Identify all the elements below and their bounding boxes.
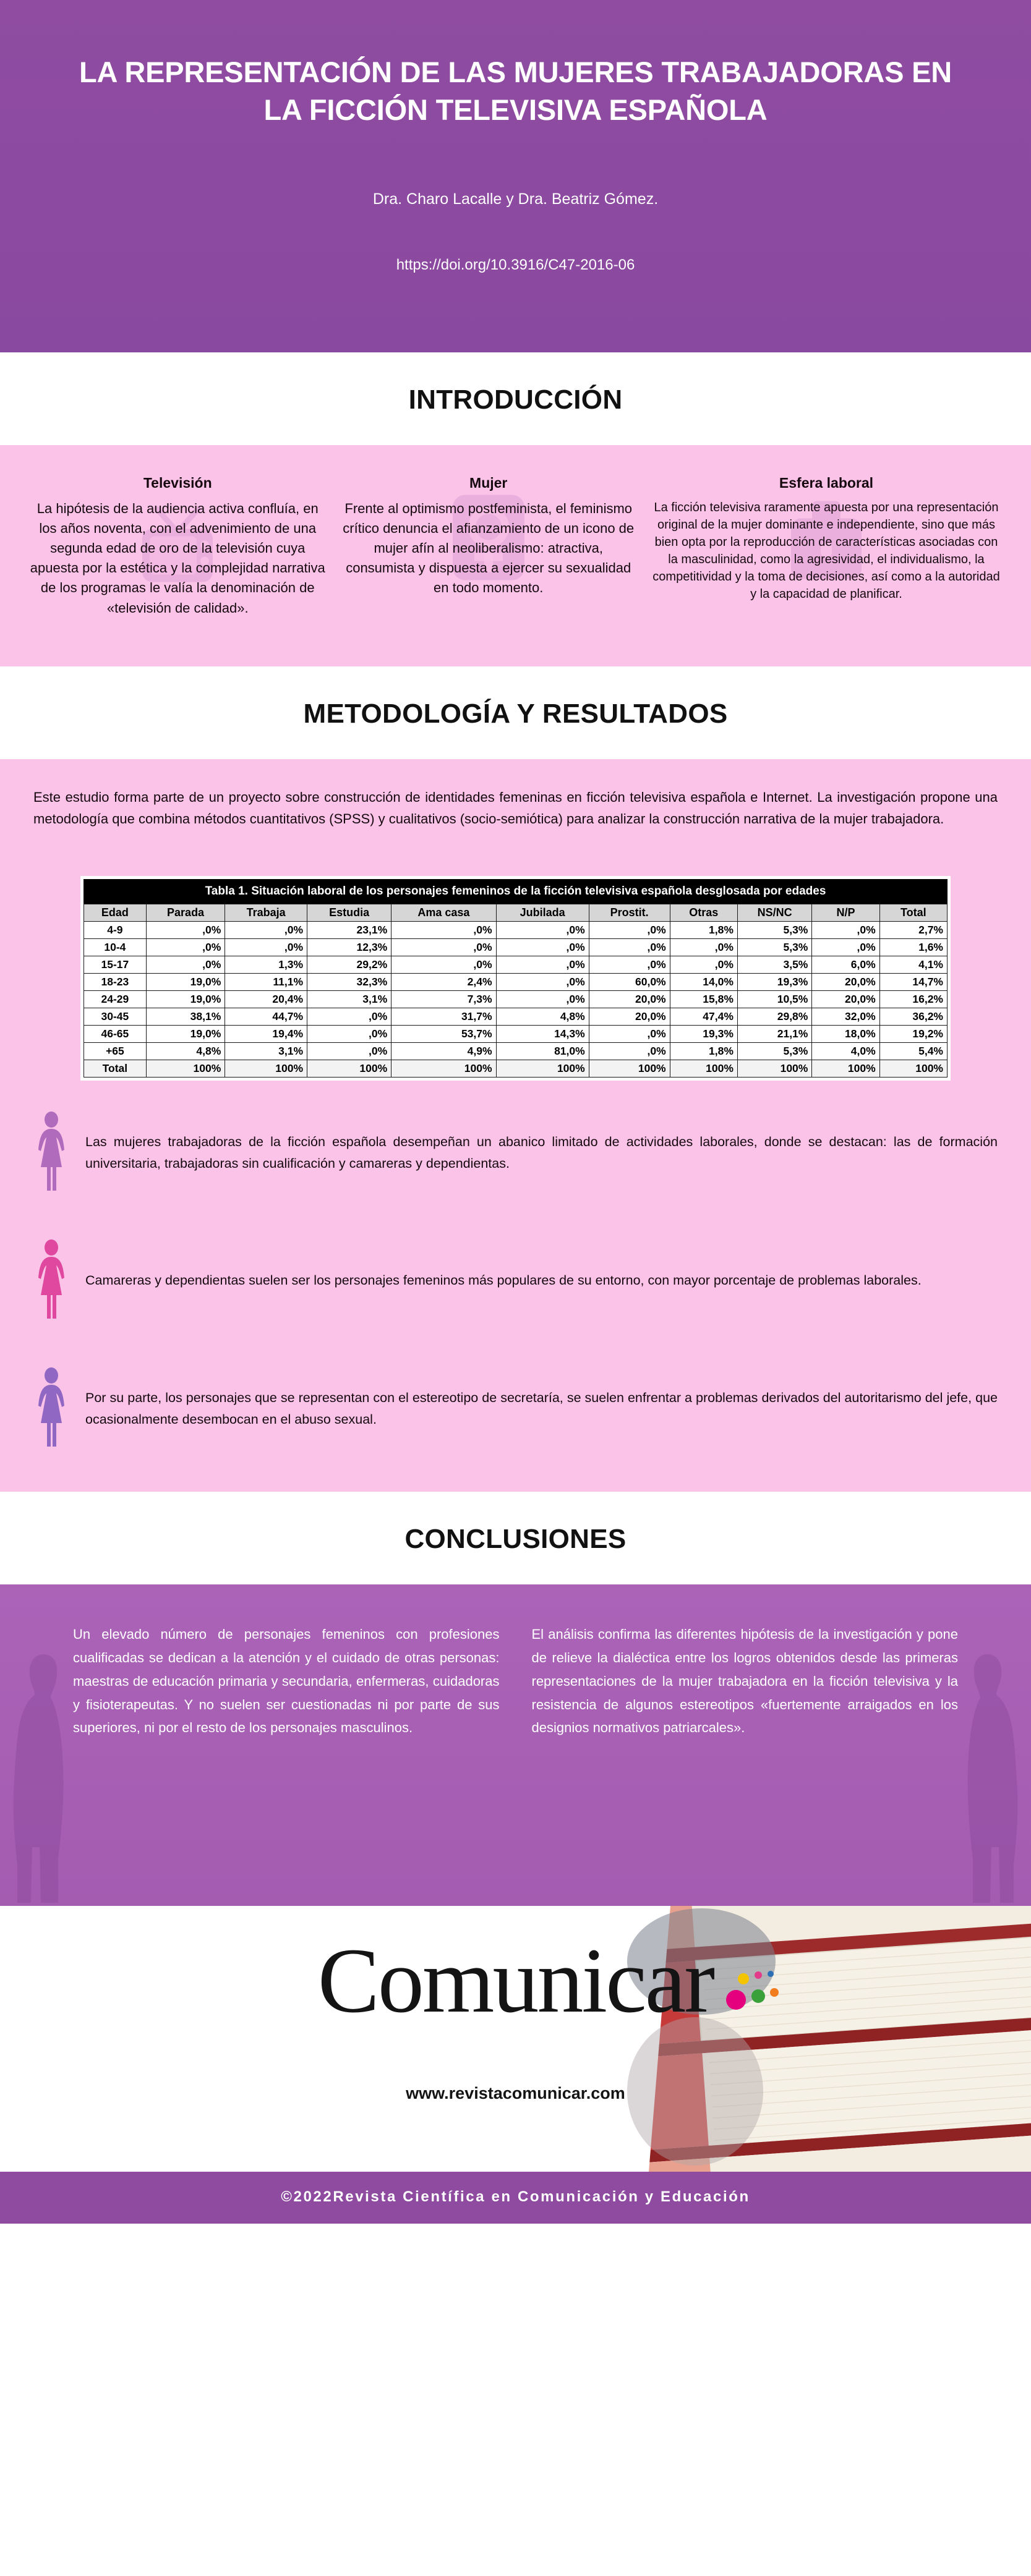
- table-cell: 20,0%: [589, 1008, 670, 1026]
- intro-column-title: Esfera laboral: [779, 475, 874, 491]
- website-url[interactable]: www.revistacomunicar.com: [406, 2084, 625, 2103]
- table-cell: ,0%: [146, 939, 225, 956]
- table-cell: 19,4%: [225, 1026, 307, 1043]
- table-cell: ,0%: [670, 956, 737, 974]
- table-cell: ,0%: [496, 974, 589, 991]
- table-cell: ,0%: [225, 922, 307, 939]
- intro-column-text: La ficción televisiva raramente apuesta por una representación original de la mujer dominante e independiente, sino que más bien opta por la reproducción de características asociadas con la masculinidad, como la agresividad, el individualismo, la competitividad y la toma de decisiones, así como a la autoridad y la capacidad de planificar.: [652, 501, 1000, 601]
- table-cell: 100%: [391, 1060, 496, 1078]
- table-cell: 19,3%: [737, 974, 811, 991]
- table-cell: 100%: [879, 1060, 947, 1078]
- table-cell: 14,0%: [670, 974, 737, 991]
- table-cell: ,0%: [307, 1043, 391, 1060]
- methodology-section: [0, 759, 1031, 855]
- findings-section: [0, 1092, 1031, 1492]
- footer-bar: [0, 2172, 1031, 2224]
- table-cell: 2,4%: [391, 974, 496, 991]
- table-col-header: Prostit.: [589, 904, 670, 922]
- table-cell: 20,0%: [812, 974, 879, 991]
- finding-text: Camareras y dependientas suelen ser los personajes femeninos más populares de su entorno, con mayor porcentaje de problemas laborales.: [85, 1273, 922, 1288]
- table-cell: 4,1%: [879, 956, 947, 974]
- conclusion-left-text: Un elevado número de personajes femeninos con profesiones cualificadas se dedican a la atención y el cuidado de otras personas: maestras de educación primaria y secundaria, enfermeras, cuidadoras y fisioterapeutas. Y no suelen ser cuestionadas ni por parte de sus superiores, ni por el resto de los personajes masculinos.: [73, 1626, 500, 1736]
- table-cell: 21,1%: [737, 1026, 811, 1043]
- table-cell: 100%: [225, 1060, 307, 1078]
- table-row-label: 30-45: [84, 1008, 147, 1026]
- table-cell: 32,3%: [307, 974, 391, 991]
- methodology-paragraph: Este estudio forma parte de un proyecto sobre construcción de identidades femeninas en ficción televisiva española e Internet. La investigación propone una metodología que combina métodos cuantitativos (SPSS) y cualitativos (socio-semiótica) para analizar la construcción narrativa de la mujer trabajadora.: [33, 789, 998, 827]
- intro-column-title: Televisión: [143, 475, 212, 491]
- table-cell: 1,3%: [225, 956, 307, 974]
- table-cell: 100%: [496, 1060, 589, 1078]
- table-cell: 20,0%: [589, 991, 670, 1008]
- table-col-header: Jubilada: [496, 904, 589, 922]
- table-cell: 5,3%: [737, 1043, 811, 1060]
- table-cell: 53,7%: [391, 1026, 496, 1043]
- table-cell: 4,9%: [391, 1043, 496, 1060]
- intro-heading-band: [0, 352, 1031, 445]
- table-cell: 7,3%: [391, 991, 496, 1008]
- finding-text: Las mujeres trabajadoras de la ficción española desempeñan un abanico limitado de actividades laborales, donde se destacan: las de formación universitaria, trabajadoras sin cualificación y camareras y dependientas.: [85, 1134, 998, 1171]
- table-cell: 100%: [670, 1060, 737, 1078]
- table-cell: ,0%: [496, 991, 589, 1008]
- table-cell: 100%: [146, 1060, 225, 1078]
- table-col-header: Edad: [84, 904, 147, 922]
- results-table-wrapper: [0, 855, 1031, 1092]
- table-cell: 29,8%: [737, 1008, 811, 1026]
- table-cell: 5,3%: [737, 939, 811, 956]
- table-row: [84, 974, 948, 991]
- table-cell: ,0%: [225, 939, 307, 956]
- table-cell: 12,3%: [307, 939, 391, 956]
- table-col-header: Estudia: [307, 904, 391, 922]
- woman-figure-icon: [33, 1366, 69, 1451]
- table-cell: 38,1%: [146, 1008, 225, 1026]
- table-row: [84, 939, 948, 956]
- table-cell: 19,0%: [146, 1026, 225, 1043]
- table-cell: 5,3%: [737, 922, 811, 939]
- table-body: [84, 922, 948, 1078]
- table-cell: 1,8%: [670, 922, 737, 939]
- woman-figure-icon: [33, 1238, 69, 1323]
- conclusions-heading-band: [0, 1492, 1031, 1584]
- table-cell: ,0%: [589, 956, 670, 974]
- finding-item: [33, 1366, 998, 1451]
- table-cell: 31,7%: [391, 1008, 496, 1026]
- table-cell: 3,5%: [737, 956, 811, 974]
- table-cell: 2,7%: [879, 922, 947, 939]
- table-cell: ,0%: [146, 922, 225, 939]
- table-cell: 100%: [589, 1060, 670, 1078]
- table-cell: 19,0%: [146, 991, 225, 1008]
- section-heading-intro: INTRODUCCIÓN: [408, 385, 623, 415]
- table-cell: 100%: [812, 1060, 879, 1078]
- table-row-label: 46-65: [84, 1026, 147, 1043]
- conclusions-section: [0, 1584, 1031, 1906]
- table-col-header: Ama casa: [391, 904, 496, 922]
- table-row-label: 10-4: [84, 939, 147, 956]
- table-row-label: +65: [84, 1043, 147, 1060]
- table-cell: ,0%: [496, 922, 589, 939]
- table-cell: 3,1%: [307, 991, 391, 1008]
- table-cell: ,0%: [670, 939, 737, 956]
- table-cell: 10,5%: [737, 991, 811, 1008]
- conclusion-right-text: El análisis confirma las diferentes hipótesis de la investigación y pone de relieve la dialéctica entre los logros obtenidos desde las primeras representaciones de la mujer trabajadora en la ficción televisiva y la resistencia de algunos estereotipos «fuertemente arraigados en los designios normativos patriarcales».: [531, 1626, 958, 1736]
- table-cell: 15,8%: [670, 991, 737, 1008]
- table-cell: ,0%: [812, 922, 879, 939]
- table-col-header: NS/NC: [737, 904, 811, 922]
- doi-link[interactable]: https://doi.org/10.3916/C47-2016-06: [396, 257, 635, 274]
- table-cell: 5,4%: [879, 1043, 947, 1060]
- table-cell: 19,2%: [879, 1026, 947, 1043]
- table-row: [84, 956, 948, 974]
- table-cell: 4,8%: [146, 1043, 225, 1060]
- table-cell: ,0%: [589, 939, 670, 956]
- table-cell: 19,0%: [146, 974, 225, 991]
- table-col-header: Parada: [146, 904, 225, 922]
- table-row-label: 18-23: [84, 974, 147, 991]
- table-cell: 4,0%: [812, 1043, 879, 1060]
- intro-column-mujer: [338, 475, 638, 598]
- table-cell: 60,0%: [589, 974, 670, 991]
- table-cell: 6,0%: [812, 956, 879, 974]
- results-table: [83, 879, 948, 1078]
- table-cell: 16,2%: [879, 991, 947, 1008]
- table-cell: 47,4%: [670, 1008, 737, 1026]
- authors-line: Dra. Charo Lacalle y Dra. Beatriz Gómez.: [372, 190, 659, 208]
- table-header-row: [84, 904, 948, 922]
- table-cell: ,0%: [496, 939, 589, 956]
- table-cell: 14,3%: [496, 1026, 589, 1043]
- page-title: LA REPRESENTACIÓN DE LAS MUJERES TRABAJADORAS EN LA FICCIÓN TELEVISIVA ESPAÑOLA: [79, 56, 952, 127]
- table-cell: 20,4%: [225, 991, 307, 1008]
- logo-wordmark: Comunicar: [317, 1929, 714, 2033]
- table-cell: 4,8%: [496, 1008, 589, 1026]
- table-cell: ,0%: [146, 956, 225, 974]
- table-cell: 18,0%: [812, 1026, 879, 1043]
- table-row-label: 4-9: [84, 922, 147, 939]
- table-row: [84, 1043, 948, 1060]
- table-row: [84, 1060, 948, 1078]
- table-cell: 81,0%: [496, 1043, 589, 1060]
- table-cell: ,0%: [589, 1043, 670, 1060]
- table-row: [84, 991, 948, 1008]
- table-cell: ,0%: [391, 939, 496, 956]
- table-row: [84, 922, 948, 939]
- copyright-text: ©2022Revista Científica en Comunicación y Educación: [281, 2188, 750, 2206]
- intro-column-esfera-laboral: [649, 475, 1004, 603]
- table-cell: ,0%: [391, 956, 496, 974]
- table-cell: 20,0%: [812, 991, 879, 1008]
- intro-column-title: Mujer: [469, 475, 508, 491]
- comunicar-logo: [0, 1929, 1031, 2033]
- table-cell: 100%: [307, 1060, 391, 1078]
- table-cell: 11,1%: [225, 974, 307, 991]
- table-cell: 1,8%: [670, 1043, 737, 1060]
- table-col-header: Otras: [670, 904, 737, 922]
- finding-text: Por su parte, los personajes que se representan con el estereotipo de secretaría, se suelen enfrentar a problemas derivados del autoritarismo del jefe, que ocasionalmente desembocan en el abuso sexual.: [85, 1390, 998, 1427]
- method-heading-band: [0, 666, 1031, 759]
- table-col-header: Total: [879, 904, 947, 922]
- table-cell: ,0%: [589, 922, 670, 939]
- finding-item: [33, 1238, 998, 1323]
- table-cell: 3,1%: [225, 1043, 307, 1060]
- table-cell: 44,7%: [225, 1008, 307, 1026]
- section-heading-conclusions: CONCLUSIONES: [404, 1524, 627, 1555]
- table-caption: Tabla 1. Situación laboral de los personajes femeninos de la ficción televisiva española desglosada por edades: [83, 879, 948, 904]
- table-row: [84, 1008, 948, 1026]
- table-row-label: 24-29: [84, 991, 147, 1008]
- table-cell: 100%: [737, 1060, 811, 1078]
- intro-column-text: La hipótesis de la audiencia activa confluía, en los años noventa, con el advenimiento de una segunda edad de oro de la televisión cuya apuesta por la estética y la complejidad narrativa de los programas le valía la denominación de «televisión de calidad».: [30, 501, 325, 616]
- table-cell: ,0%: [812, 939, 879, 956]
- woman-figure-icon: [33, 1110, 69, 1195]
- intro-column-television: [27, 475, 328, 618]
- table-cell: ,0%: [589, 1026, 670, 1043]
- table-row-label: Total: [84, 1060, 147, 1078]
- table-cell: 29,2%: [307, 956, 391, 974]
- table-row: [84, 1026, 948, 1043]
- table-cell: ,0%: [496, 956, 589, 974]
- table-cell: ,0%: [307, 1026, 391, 1043]
- table-cell: 36,2%: [879, 1008, 947, 1026]
- table-cell: ,0%: [391, 922, 496, 939]
- table-cell: 1,6%: [879, 939, 947, 956]
- section-heading-methodology: METODOLOGÍA Y RESULTADOS: [303, 698, 728, 729]
- finding-item: [33, 1110, 998, 1195]
- table-cell: 23,1%: [307, 922, 391, 939]
- intro-column-text: Frente al optimismo postfeminista, el feminismo crítico denuncia el afianzamiento de un icono de mujer afín al neoliberalismo: atractiva, consumista y dispuesta a ejercer su sexualidad en todo momento.: [343, 501, 635, 596]
- table-cell: 19,3%: [670, 1026, 737, 1043]
- poster-header: [0, 0, 1031, 352]
- table-col-header: Trabaja: [225, 904, 307, 922]
- table-row-label: 15-17: [84, 956, 147, 974]
- table-cell: ,0%: [307, 1008, 391, 1026]
- table-cell: 32,0%: [812, 1008, 879, 1026]
- intro-section: [0, 445, 1031, 666]
- logo-band: [0, 1906, 1031, 2172]
- table-col-header: N/P: [812, 904, 879, 922]
- table-cell: 14,7%: [879, 974, 947, 991]
